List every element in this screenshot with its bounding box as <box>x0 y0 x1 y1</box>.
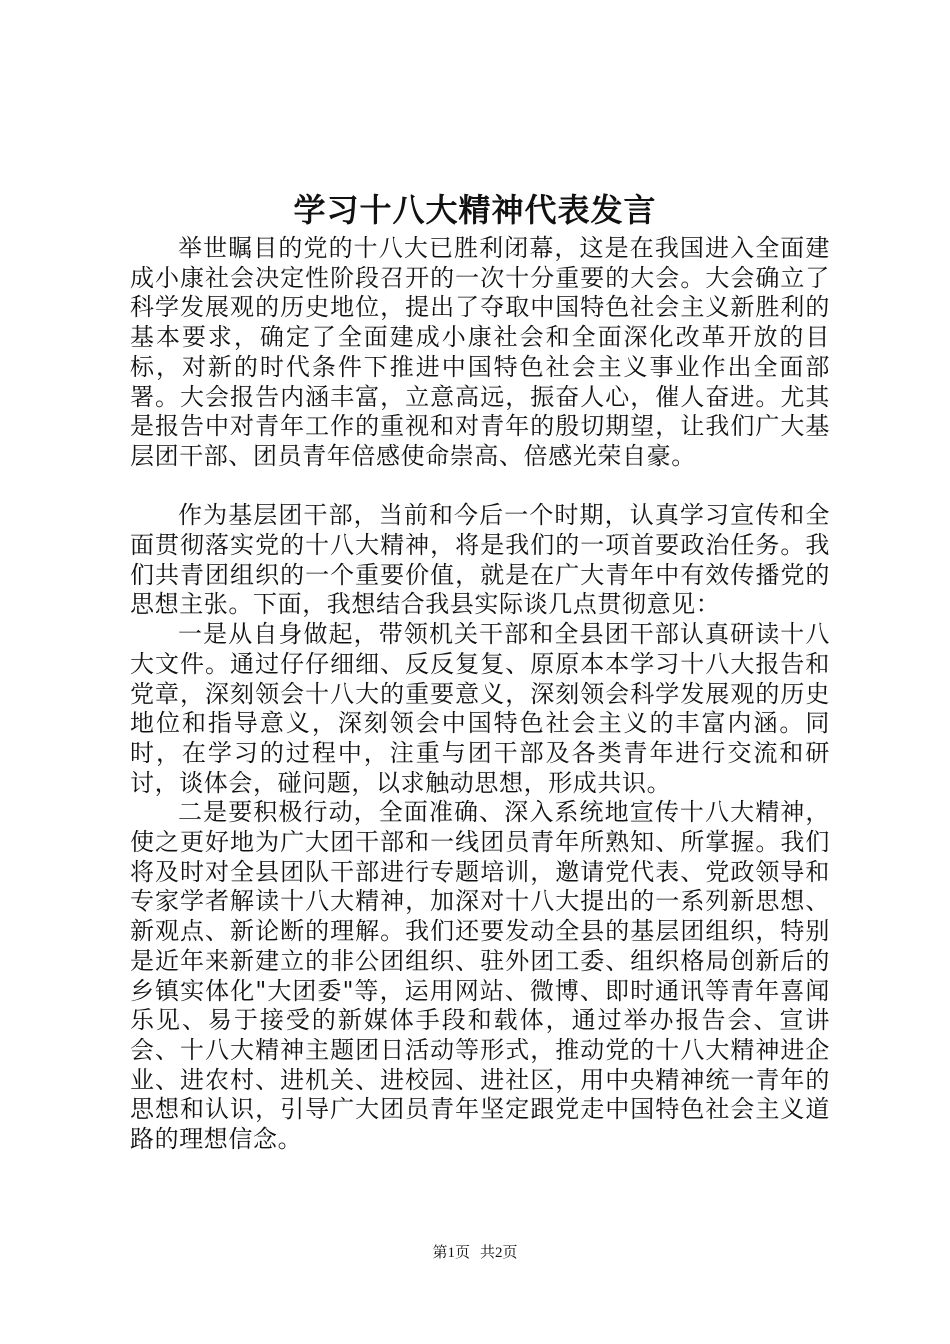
paragraph-point-two: 二是要积极行动，全面准确、深入系统地宣传十八大精神，使之更好地为广大团干部和一线团员青年所熟知、所掌握。我们将及时对全县团队干部进行专题培训，邀请党代表、党政领导和专家学者解读十八大精神，加深对十八大提出的一系列新思想、新观点、新论断的理解。我们还要发动全县的基层团组织，特别是近年来新建立的非公团组织、驻外团工委、组织格局创新后的乡镇实体化"大团委"等，运用网站、微博、即时通讯等青年喜闻乐见、易于接受的新媒体手段和载体，通过举办报告会、宣讲会、十八大精神主题团日活动等形式，推动党的十八大精神进企业、进农村、进机关、进校园、进社区，用中央精神统一青年的思想和认识，引导广大团员青年坚定跟党走中国特色社会主义道路的理想信念。 <box>130 798 830 1154</box>
page-number: 第1页 <box>432 1245 470 1261</box>
paragraph-task: 作为基层团干部，当前和今后一个时期，认真学习宣传和全面贯彻落实党的十八大精神，将是我们的一项首要政治任务。我们共青团组织的一个重要价值，就是在广大青年中有效传播党的思想主张。下面，我想结合我县实际谈几点贯彻意见： <box>130 501 830 619</box>
paragraph-point-one: 一是从自身做起，带领机关干部和全县团干部认真研读十八大文件。通过仔仔细细、反反复复、原原本本学习十八大报告和党章，深刻领会十八大的重要意义，深刻领会科学发展观的历史地位和指导意义，深刻领会中国特色社会主义的丰富内涵。同时，在学习的过程中，注重与团干部及各类青年进行交流和研讨，谈体会，碰问题，以求触动思想，形成共识。 <box>130 620 830 797</box>
page-footer <box>0 1243 950 1263</box>
document-title: 学习十八大精神代表发言 <box>293 191 657 229</box>
document-body <box>130 234 830 1155</box>
paragraph-intro: 举世瞩目的党的十八大已胜利闭幕，这是在我国进入全面建成小康社会决定性阶段召开的一次十分重要的大会。大会确立了科学发展观的历史地位，提出了夺取中国特色社会主义新胜利的基本要求，确定了全面建成小康社会和全面深化改革开放的目标，对新的时代条件下推进中国特色社会主义事业作出全面部署。大会报告内涵丰富，立意高远，振奋人心，催人奋进。尤其是报告中对青年工作的重视和对青年的殷切期望，让我们广大基层团干部、团员青年倍感使命崇高、倍感光荣自豪。 <box>130 234 830 470</box>
page-total: 共2页 <box>480 1245 518 1261</box>
